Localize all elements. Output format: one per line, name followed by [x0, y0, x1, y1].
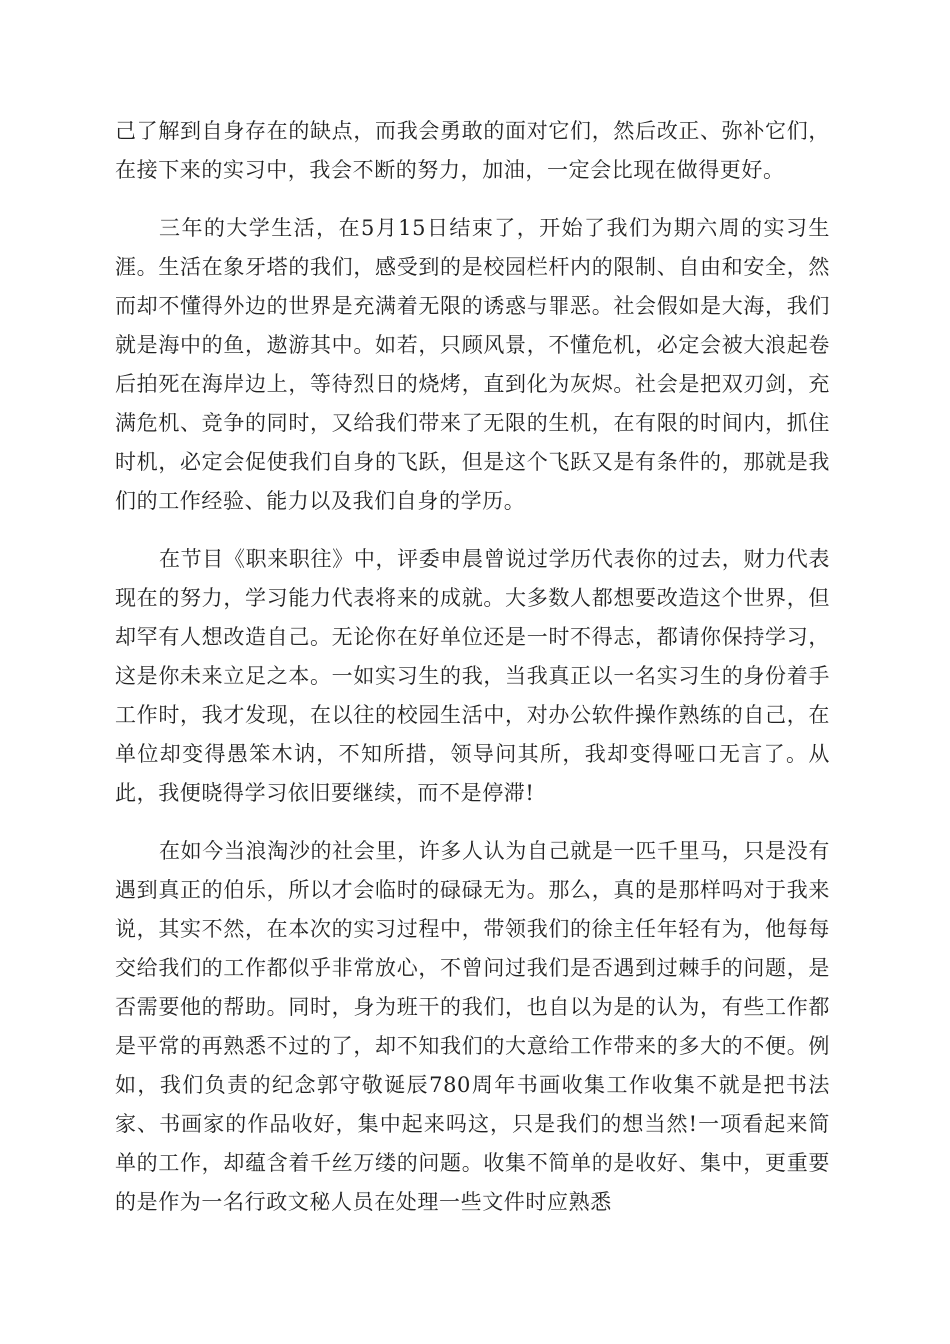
- paragraph-1: 己了解到自身存在的缺点，而我会勇敢的面对它们，然后改正、弥补它们，在接下来的实习中，我会不断的努力，加油，一定会比现在做得更好。: [115, 119, 830, 182]
- document-page: [115, 112, 830, 1241]
- paragraph-4: 在如今当浪淘沙的社会里，许多人认为自己就是一匹千里马，只是没有遇到真正的伯乐，所以才会临时的碌碌无为。那么，真的是那样吗对于我来说，其实不然，在本次的实习过程中，带领我们的徐主任年轻有为，他每每交给我们的工作都似乎非常放心，不曾问过我们是否遇到过棘手的问题，是否需要他的帮助。同时，身为班干的我们，也自以为是的认为，有些工作都是平常的再熟悉不过的了，却不知我们的大意给工作带来的多大的不便。例如，我们负责的纪念郭守敬诞辰780周年书画收集工作收集不就是把书法家、书画家的作品收好，集中起来吗这，只是我们的想当然!一项看起来简单的工作，却蕴含着千丝万缕的问题。收集不简单的是收好、集中，更重要的是作为一名行政文秘人员在处理一些文件时应熟悉: [115, 839, 830, 1214]
- paragraph-2: 三年的大学生活，在5月15日结束了，开始了我们为期六周的实习生涯。生活在象牙塔的我们，感受到的是校园栏杆内的限制、自由和安全，然而却不懂得外边的世界是充满着无限的诱惑与罪恶。社会假如是大海，我们就是海中的鱼，遨游其中。如若，只顾风景，不懂危机，必定会被大浪起卷后拍死在海岸边上，等待烈日的烧烤，直到化为灰烬。社会是把双刃剑，充满危机、竞争的同时，又给我们带来了无限的生机，在有限的时间内，抓住时机，必定会促使我们自身的飞跃，但是这个飞跃又是有条件的，那就是我们的工作经验、能力以及我们自身的学历。: [115, 216, 830, 513]
- paragraph-3: 在节目《职来职往》中，评委申晨曾说过学历代表你的过去，财力代表现在的努力，学习能力代表将来的成就。大多数人都想要改造这个世界，但却罕有人想改造自己。无论你在好单位还是一时不得志，都请你保持学习，这是你未来立足之本。一如实习生的我，当我真正以一名实习生的身份着手工作时，我才发现，在以往的校园生活中，对办公软件操作熟练的自己，在单位却变得愚笨木讷，不知所措，领导问其所，我却变得哑口无言了。从此，我便晓得学习依旧要继续，而不是停滞!: [115, 547, 830, 805]
